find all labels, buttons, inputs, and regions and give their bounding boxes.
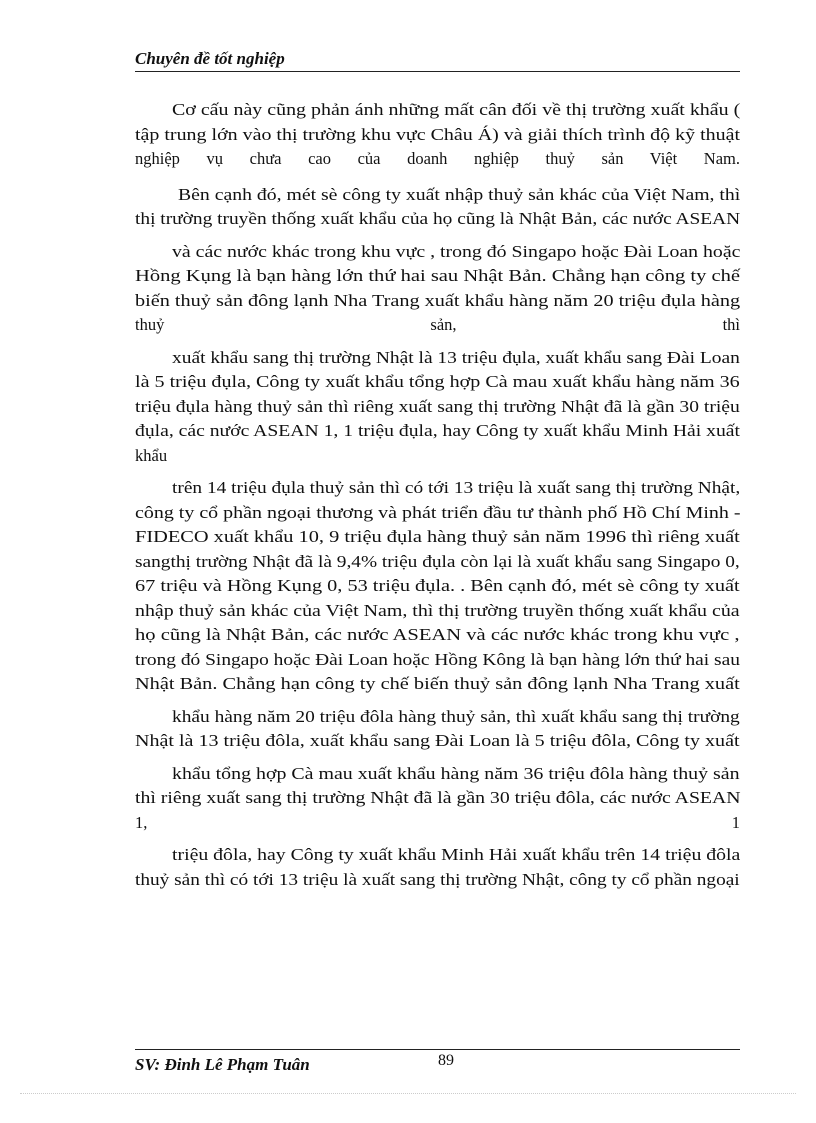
page-header: [135, 48, 740, 72]
paragraph-line: khẩu tổng hợp Cà mau xuất khẩu hàng năm 36 triệu đôla hàng thuỷ sản: [172, 763, 740, 783]
paragraph-line: thuỷ sản thì có tới 13 triệu là xuất sang thị trường Nhật, công ty cổ phần ngoại: [135, 869, 740, 889]
footer-divider: [135, 1049, 740, 1050]
paragraph-line: trên 14 triệu đụla thuỷ sản thì có tới 13 triệu là xuất sang thị trường Nhật,: [172, 478, 741, 497]
paragraph-line: là 5 triệu đụla, Công ty xuất khẩu tổng hợp Cà mau xuất khẩu hàng năm 36: [135, 372, 740, 391]
paragraph-line: triệu đụla hàng thuỷ sản thì riêng xuất sang thị trường Nhật đã là gần 30 triệu: [135, 396, 740, 416]
paragraph-line: công ty cổ phần ngoại thương và phát triển đầu tư thành phố Hồ Chí Minh -: [135, 502, 741, 522]
paragraph-line: thuỷ sản, thì: [135, 315, 740, 334]
paragraph-line: Bên cạnh đó, mét sè công ty xuất nhập thuỷ sản khác của Việt Nam, thì: [178, 184, 741, 204]
paragraph-line: Hồng Kụng là bạn hàng lớn thứ hai sau Nhật Bản. Chẳng hạn công ty chế: [135, 266, 740, 285]
paragraph-line: xuất khẩu sang thị trường Nhật là 13 triệu đụla, xuất khẩu sang Đài Loan: [172, 347, 740, 367]
page-edge-divider: [20, 1093, 796, 1094]
paragraph-line: trong đó Singapo hoặc Đài Loan hoặc Hồng Kông là bạn hàng lớn thứ hai sau: [135, 649, 740, 669]
paragraph-line: triệu đôla, hay Công ty xuất khẩu Minh Hải xuất khẩu trên 14 triệu đôla: [172, 845, 741, 864]
paragraph-line: nghiệp vụ chưa cao của doanh nghiệp thuỷ sản Việt Nam.: [135, 149, 740, 168]
paragraph-line: Nhật Bản. Chẳng hạn công ty chế biến thuỷ sản đông lạnh Nha Trang xuất: [135, 674, 740, 693]
page-number: 89: [438, 1052, 454, 1069]
paragraph-line: họ cũng là Nhật Bản, các nước ASEAN và các nước khác trong khu vực ,: [135, 625, 740, 644]
page-footer: [135, 1049, 740, 1079]
paragraph-line: Cơ cấu này cũng phản ánh những mất cân đối về thị trường xuất khẩu (: [172, 100, 741, 119]
paragraph-line: và các nước khác trong khu vực , trong đó Singapo hoặc Đài Loan hoặc: [172, 241, 741, 261]
body-text: [135, 98, 740, 892]
paragraph-line: đụla, các nước ASEAN 1, 1 triệu đụla, hay Công ty xuất khẩu Minh Hải xuất: [135, 421, 740, 440]
paragraph-line: 67 triệu và Hồng Kụng 0, 53 triệu đụla. . Bên cạnh đó, mét sè công ty xuất: [135, 576, 740, 595]
footer-author: SV: Đinh Lê Phạm Tuân: [135, 1055, 310, 1074]
paragraph-line: 1, 1: [135, 812, 740, 832]
paragraph-line: nhập thuỷ sản khác của Việt Nam, thì thị trường truyền thống xuất khẩu của: [135, 600, 740, 620]
paragraph-line: FIDECO xuất khẩu 10, 9 triệu đụla hàng thuỷ sản năm 1996 thì riêng xuất: [135, 527, 740, 546]
paragraph-line: Nhật là 13 triệu đôla, xuất khẩu sang Đài Loan là 5 triệu đôla, Công ty xuất: [135, 731, 740, 750]
paragraph-line: thì riêng xuất sang thị trường Nhật đã là gần 30 triệu đôla, các nước ASEAN: [135, 788, 741, 807]
paragraph-line: thị trường truyền thống xuất khẩu của họ cũng là Nhật Bản, các nước ASEAN: [135, 209, 741, 228]
paragraph-line: khẩu hàng năm 20 triệu đôla hàng thuỷ sản, thì xuất khẩu sang thị trường: [172, 706, 740, 726]
paragraph-line: tập trung lớn vào thị trường khu vực Châu Á) và giải thích trình độ kỹ thuật: [135, 124, 741, 144]
header-divider: [135, 71, 740, 72]
paragraph-line: khẩu: [135, 445, 168, 465]
header-title: Chuyên đề tốt nghiệp: [135, 49, 285, 68]
paragraph-line: biến thuỷ sản đông lạnh Nha Trang xuất khẩu hàng năm 20 triệu đụla hàng: [135, 290, 741, 310]
paragraph-line: sangthị trường Nhật đã là 9,4% triệu đụla còn lại là xuất khẩu sang Singapo 0,: [135, 551, 740, 571]
